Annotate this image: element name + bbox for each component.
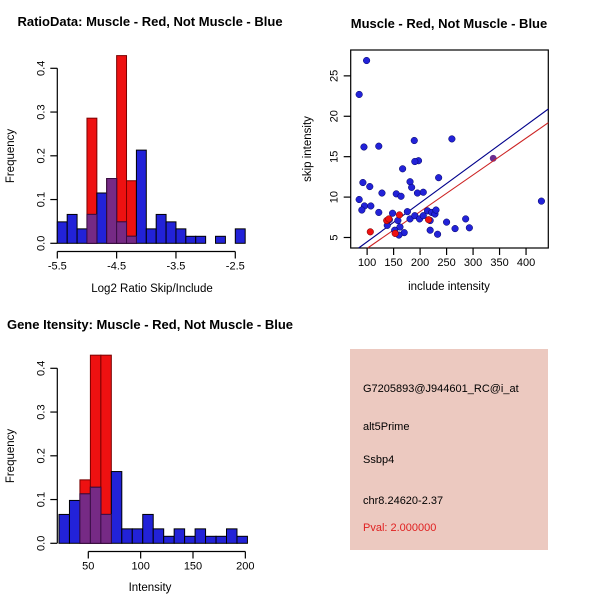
event-type-text: alt5Prime bbox=[363, 421, 410, 433]
ratio-histogram-panel bbox=[0, 0, 300, 300]
gene-histogram-ylabel: Frequency bbox=[5, 428, 17, 484]
tick-label: 10 bbox=[328, 190, 341, 204]
gene-name-text: Ssbp4 bbox=[363, 454, 395, 466]
tick-label: 0.2 bbox=[35, 148, 48, 164]
tick-label: 50 bbox=[82, 560, 95, 573]
tick-label: 150 bbox=[183, 560, 203, 573]
gene-histogram-plot-area bbox=[35, 355, 254, 572]
tick-label: 250 bbox=[437, 257, 456, 269]
tick-label: 0.3 bbox=[35, 404, 48, 420]
scatter-ylabel: skip intensity bbox=[302, 116, 314, 182]
gene-histogram-bars bbox=[59, 355, 247, 543]
gene-histogram bbox=[0, 300, 300, 600]
tick-label: 0.4 bbox=[35, 360, 48, 376]
tick-label: 300 bbox=[463, 257, 483, 269]
annotation-info-box bbox=[350, 349, 548, 550]
intensity-scatter bbox=[300, 0, 600, 300]
intensity-scatter-panel bbox=[300, 0, 600, 300]
scatter-title: Muscle - Red, Not Muscle - Blue bbox=[350, 16, 548, 31]
tick-label: 0.0 bbox=[35, 235, 48, 251]
tick-label: 350 bbox=[490, 257, 509, 269]
gene-histogram-xlabel: Intensity bbox=[128, 582, 172, 594]
tick-label: 0.1 bbox=[35, 491, 48, 508]
tick-label: 0.3 bbox=[35, 104, 48, 120]
tick-label: -2.5 bbox=[225, 260, 245, 273]
ratio-histogram-bars bbox=[57, 56, 245, 244]
tick-label: 0.4 bbox=[35, 60, 48, 76]
pval-text: Pval: 2.000000 bbox=[363, 522, 437, 534]
tick-label: 150 bbox=[384, 257, 403, 269]
tick-label: 0.2 bbox=[35, 448, 48, 464]
tick-label: 5 bbox=[328, 234, 341, 241]
tick-label: 25 bbox=[328, 69, 341, 82]
ratio-histogram-plot-area bbox=[35, 56, 245, 273]
tick-label: 100 bbox=[131, 560, 150, 573]
tick-label: 200 bbox=[410, 257, 430, 269]
not-muscle-points bbox=[356, 57, 545, 238]
annotation-panel bbox=[300, 300, 600, 600]
tick-label: 0.0 bbox=[35, 535, 48, 551]
probe-id-text: G7205893@J944601_RC@i_at bbox=[363, 383, 519, 395]
scatter-xlabel: include intensity bbox=[408, 281, 490, 293]
scatter-plot-area bbox=[329, 50, 549, 269]
tick-label: 200 bbox=[236, 560, 255, 573]
locus-text: chr8.24620-2.37 bbox=[363, 495, 444, 507]
gene-histogram-title: Gene Itensity: Muscle - Red, Not Muscle - Blue bbox=[6, 317, 294, 332]
tick-label: 400 bbox=[516, 257, 536, 269]
tick-label: 0.1 bbox=[35, 191, 48, 208]
ratio-histogram bbox=[0, 0, 300, 300]
gene-histogram-panel bbox=[0, 300, 300, 600]
tick-label: -3.5 bbox=[166, 260, 186, 273]
tick-label: 100 bbox=[357, 257, 377, 269]
tick-label: -5.5 bbox=[47, 260, 67, 273]
ratio-histogram-xlabel: Log2 Ratio Skip/Include bbox=[91, 283, 213, 295]
ratio-histogram-title: RatioData: Muscle - Red, Not Muscle - Blue bbox=[17, 14, 283, 29]
tick-label: 15 bbox=[328, 150, 341, 163]
tick-label: -4.5 bbox=[107, 260, 127, 273]
ratio-histogram-ylabel: Frequency bbox=[5, 128, 17, 184]
tick-label: 20 bbox=[328, 110, 341, 123]
